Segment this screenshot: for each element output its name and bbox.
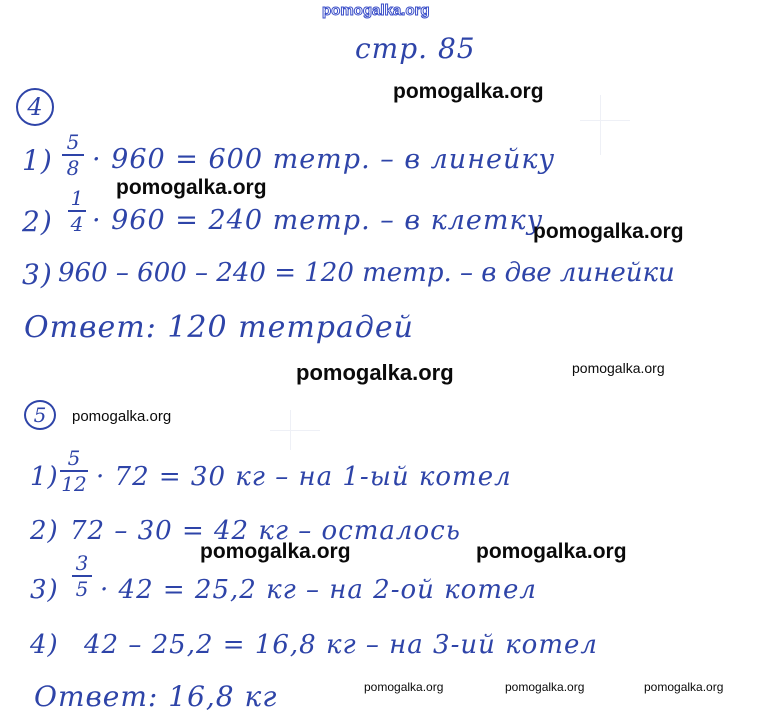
task5-line2-label: 2) [30,516,59,546]
fraction-numerator: 5 [67,446,81,470]
fraction-denominator: 5 [75,576,89,601]
fraction-numerator: 5 [66,130,80,154]
watermark: pomogalka.org [200,540,351,563]
watermark: pomogalka.org [533,220,684,243]
task5-line1-label: 1) [30,462,59,492]
task5-line4-label: 4) [30,630,59,660]
task4-line1-label: 1) [22,144,53,177]
task5-line3-fraction [72,553,92,599]
watermark: pomogalka.org [476,540,627,563]
page-header: стр. 85 [355,32,476,65]
task5-line1-fraction [60,448,88,494]
task5-line3-label: 3) [30,575,59,605]
fraction-denominator: 4 [70,211,84,236]
task5-number: 5 [24,400,56,430]
task4-line2-text: · 960 = 240 тетр. – в клетку [92,205,544,236]
task4-line1-fraction [62,132,84,178]
task4-answer: Ответ: 120 тетрадей [24,310,414,345]
watermark: pomogalka.org [505,680,585,694]
grid-line [600,95,601,155]
task5-line3-text: · 42 = 25,2 кг – на 2-ой котел [100,575,537,605]
watermark: pomogalka.org [364,680,444,694]
watermark: pomogalka.org [296,360,454,385]
fraction-numerator: 1 [70,186,84,210]
watermark: pomogalka.org [644,680,724,694]
watermark: pomogalka.org [572,360,665,376]
watermark-top: pomogalka.org [322,2,430,19]
task4-number: 4 [16,88,54,126]
task4-line1-text: · 960 = 600 тетр. – в линейку [92,144,556,175]
task5-line4-text: 42 – 25,2 = 16,8 кг – на 3-ий котел [84,630,598,660]
watermark: pomogalka.org [393,80,544,103]
task4-line3-text: 960 – 600 – 240 = 120 тетр. – в две линейки [58,258,675,288]
grid-line [580,120,630,121]
task4-line2-fraction [68,188,86,234]
task5-line1-text: · 72 = 30 кг – на 1-ый котел [96,462,512,492]
task4-line2-label: 2) [22,205,53,238]
fraction-denominator: 12 [61,471,87,496]
grid-line [270,430,320,431]
fraction-numerator: 3 [75,551,89,575]
task4-line3-label: 3) [22,258,53,291]
task5-answer: Ответ: 16,8 кг [34,680,278,713]
watermark: pomogalka.org [116,176,267,199]
watermark: pomogalka.org [72,408,172,425]
task5-line2-text: 72 – 30 = 42 кг – осталось [70,516,461,546]
fraction-denominator: 8 [66,155,80,180]
